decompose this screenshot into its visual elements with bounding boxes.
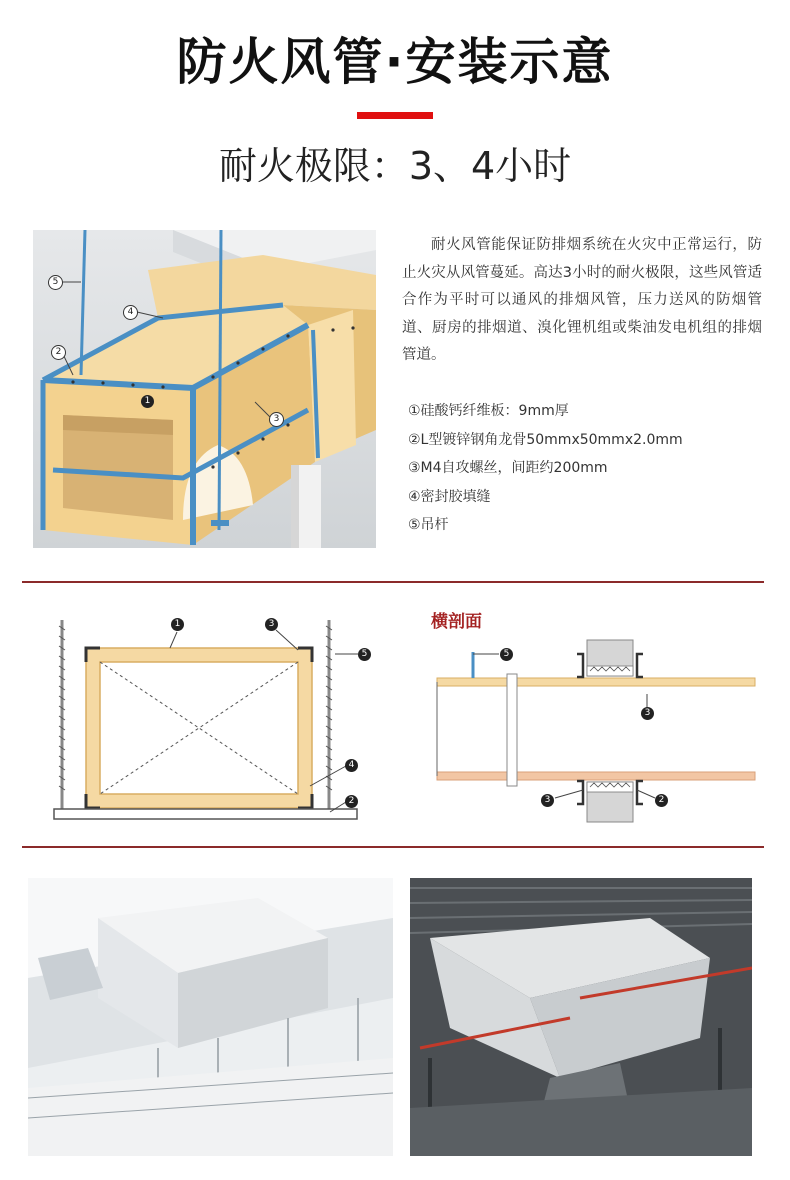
description-text: 耐火风管能保证防排烟系统在火灾中正常运行，防止火灾从风管蔓延。高达3小时的耐火极限，这些风管适合作为平时可以通风的排烟风管，压力送风的防烟管道、厨房的排烟道、溴化锂机组或柴油发电机组的排烟管道。 xyxy=(402,237,762,363)
marker-3: 3 xyxy=(269,412,284,427)
title-accent-bar xyxy=(357,112,433,119)
marker-2: 2 xyxy=(51,345,66,360)
longitudinal-section-drawing xyxy=(415,604,770,829)
spec-item-sealant: ④密封胶填缝 xyxy=(408,488,491,505)
page-subtitle: 耐火极限：3、4小时 xyxy=(218,144,572,188)
installation-photo-right xyxy=(410,878,752,1156)
section-divider-top xyxy=(22,581,764,583)
front-marker-3: 3 xyxy=(265,618,278,631)
side-marker-5: 5 xyxy=(500,648,513,661)
side-marker-3-right: 3 xyxy=(641,707,654,720)
front-marker-4: 4 xyxy=(345,759,358,772)
spec-item-board: ①硅酸钙纤维板：9mm厚 xyxy=(408,403,569,419)
marker-1: 1 xyxy=(141,395,154,408)
spec-item-angle-steel: ②L型镀锌钢角龙骨50mmx50mmx2.0mm xyxy=(408,431,683,448)
marker-5: 5 xyxy=(48,275,63,290)
description-block xyxy=(402,232,762,370)
marker-4: 4 xyxy=(123,305,138,320)
front-marker-5: 5 xyxy=(358,648,371,661)
section-divider-bottom xyxy=(22,846,764,848)
front-marker-1: 1 xyxy=(171,618,184,631)
spec-item-screws: ③M4自攻螺丝，间距约200mm xyxy=(408,460,608,476)
cross-section-label: 横剖面 xyxy=(431,612,482,632)
spec-item-hanger: ⑤吊杆 xyxy=(408,517,449,533)
side-marker-2: 2 xyxy=(655,794,668,807)
front-section-drawing xyxy=(40,606,385,826)
front-marker-2: 2 xyxy=(345,795,358,808)
installation-photo-left xyxy=(28,878,393,1156)
page-title: 防火风管·安装示意 xyxy=(176,33,614,91)
spec-list xyxy=(408,397,768,540)
isometric-duct-illustration xyxy=(33,230,376,548)
side-marker-3-left: 3 xyxy=(541,794,554,807)
